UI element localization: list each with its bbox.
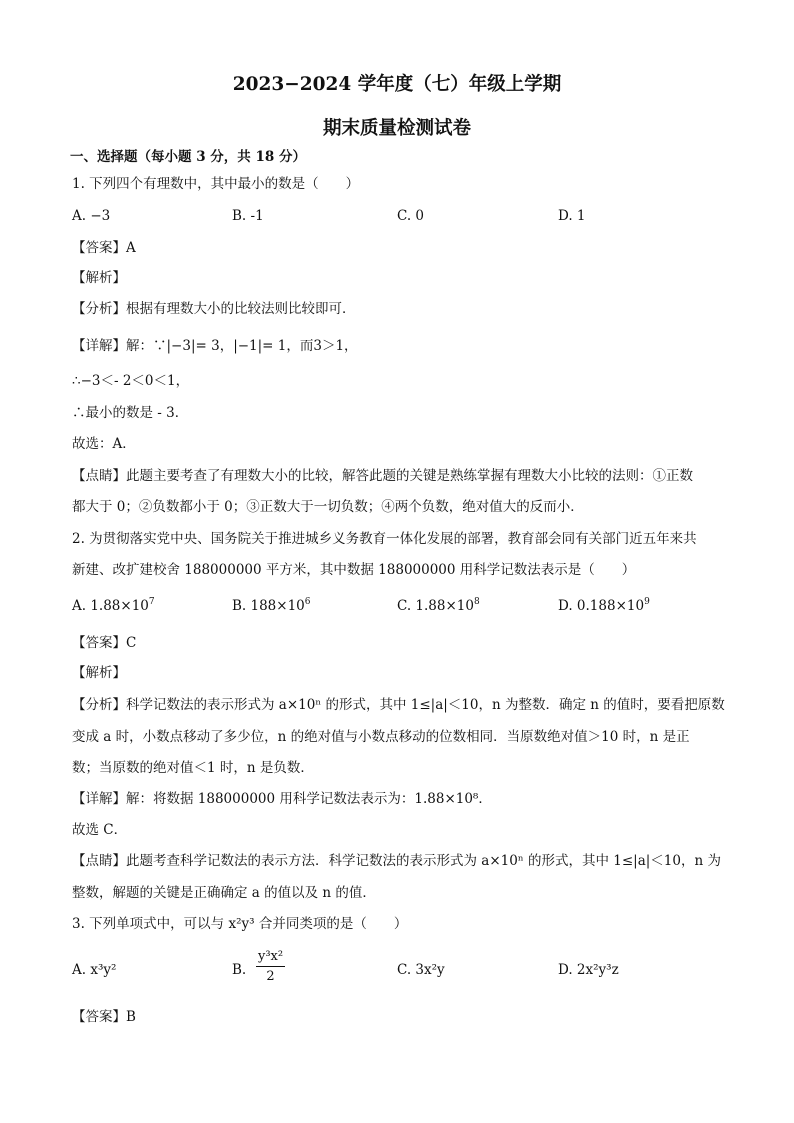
question-1-stem: 1. 下列四个有理数中，其中最小的数是（ ） [72, 176, 360, 192]
page-title: 2023−2024 学年度（七）年级上学期 [232, 74, 562, 95]
q2-option-c: C. $1.88\times 10^8$ [397, 597, 480, 614]
question-2-stem-line-2: 新建、改扩建校舍 188000000 平方米，其中数据 188000000 用科学记数法表示是（ ） [72, 562, 636, 578]
q1-comment-line-2: 都大于 0；②负数都小于 0；③正数大于一切负数；④两个负数，绝对值大的反而小． [72, 499, 584, 515]
q2-option-d: D. $0.188\times 10^9$ [558, 597, 650, 614]
q1-comment-line-1: 【点睛】此题主要考查了有理数大小的比较，解答此题的关键是熟练掌握有理数大小比较的法则：①正数 [72, 468, 693, 484]
q3-option-b-fraction [256, 948, 285, 987]
q2-comment-line-2: 整数，解题的关键是正确确定 a 的值以及 n 的值． [72, 885, 376, 901]
question-3-stem: 3. 下列单项式中，可以与 x²y³ 合并同类项的是（ ） [72, 916, 408, 932]
q1-detail-line-3: ∴最小的数是 - 3． [72, 405, 189, 421]
q1-option-a: A. −3 [72, 208, 111, 224]
section-heading: 一、选择题（每小题 3 分，共 18 分） [70, 149, 306, 165]
q3-option-d: D. 2x²y³z [558, 962, 619, 978]
fraction-denominator: 2 [266, 969, 275, 984]
q2-detail: 【详解】解：将数据 188000000 用科学记数法表示为：1.88×10⁸． [72, 791, 492, 807]
q1-option-b: B. -1 [232, 208, 264, 224]
q2-option-a: A. $1.88\times 10^7$ [72, 597, 155, 614]
page-subtitle: 期末质量检测试卷 [322, 118, 471, 139]
q1-choose: 故选：A． [72, 436, 136, 452]
q2-choose: 故选 C． [72, 822, 128, 838]
q1-option-c: C. 0 [397, 208, 425, 224]
q3-answer: 【答案】B [72, 1009, 136, 1025]
question-2-stem-line-1: 2. 为贯彻落实党中央、国务院关于推进城乡义务教育一体化发展的部署，教育部会同有关部门近五年来共 [72, 531, 697, 547]
q3-option-b-label: B. [232, 962, 247, 978]
q2-fenxi-line-1: 【分析】科学记数法的表示形式为 a×10ⁿ 的形式，其中 1≤|a|＜10，n 为整数．确定 n 的值时，要看把原数 [72, 697, 725, 713]
q2-fenxi-line-2: 变成 a 时，小数点移动了多少位，n 的绝对值与小数点移动的位数相同．当原数绝对值＞10 时，n 是正 [72, 729, 690, 745]
q1-analysis-label: 【解析】 [72, 270, 126, 286]
q1-detail-line-2: ∴−3＜- 2＜0＜1， [72, 373, 190, 389]
q1-detail-line-1: 【详解】解：∵|−3|= 3，|−1|= 1，而3＞1， [72, 338, 358, 354]
fraction-numerator: y³x² [256, 948, 285, 967]
q2-answer: 【答案】C [72, 635, 137, 651]
q2-fenxi-line-3: 数；当原数的绝对值＜1 时，n 是负数． [72, 760, 314, 776]
q3-option-a: A. x³y² [72, 962, 117, 978]
q2-option-b: B. $188\times 10^6$ [232, 597, 311, 614]
q2-comment-line-1: 【点睛】此题考查科学记数法的表示方法．科学记数法的表示形式为 a×10ⁿ 的形式，其中 1≤|a|＜10，n 为 [72, 853, 721, 869]
q1-fenxi: 【分析】根据有理数大小的比较法则比较即可． [72, 301, 356, 317]
q2-analysis-label: 【解析】 [72, 665, 126, 681]
q3-option-c: C. 3x²y [397, 962, 445, 978]
q1-option-d: D. 1 [558, 208, 586, 224]
q1-answer: 【答案】A [72, 240, 136, 256]
